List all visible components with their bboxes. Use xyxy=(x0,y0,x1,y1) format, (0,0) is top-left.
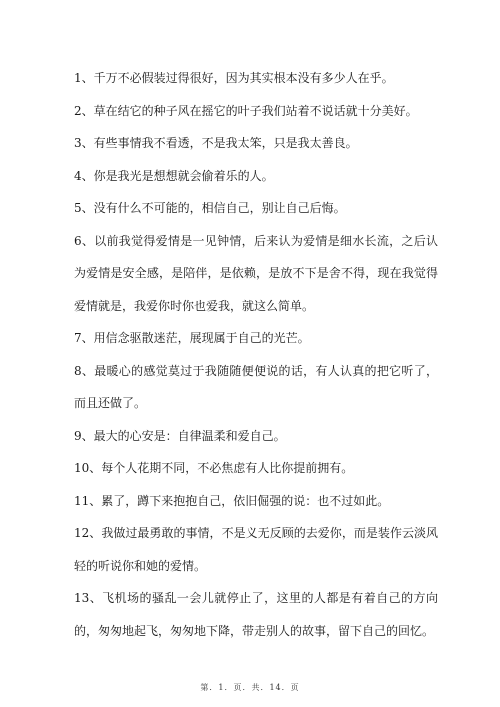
document-body xyxy=(74,62,438,647)
page-footer: 第．1．页．共．14．页 xyxy=(200,683,300,692)
paragraph-13: 13、飞机场的骚乱一会儿就停止了，这里的人都是有着自己的方向的，匆匆地起飞，匆匆地下降，带走别人的故事，留下自己的回忆。 xyxy=(74,591,438,638)
paragraph-7: 7、用信念驱散迷茫，展现属于自己的光芒。 xyxy=(74,331,310,345)
paragraph-6: 6、以前我觉得爱情是一见钟情，后来认为爱情是细水长流，之后认为爱情是安全感，是陪伴，是依赖，是放不下是舍不得，现在我觉得爱情就是，我爱你时你也爱我，就这么简单。 xyxy=(74,233,438,313)
paragraph-8: 8、最暖心的感觉莫过于我随随便便说的话，有人认真的把它听了，而且还做了。 xyxy=(74,363,438,410)
paragraph-12: 12、我做过最勇敢的事情，不是义无反顾的去爱你，而是装作云淡风轻的听说你和她的爱情。 xyxy=(74,526,438,573)
paragraph-3: 3、有些事情我不看透，不是我太笨，只是我太善良。 xyxy=(74,136,358,150)
paragraph-1: 1、千万不必假装过得很好，因为其实根本没有多少人在乎。 xyxy=(74,71,394,85)
paragraph-9: 9、最大的心安是：自律温柔和爱自己。 xyxy=(74,428,286,443)
paragraph-2: 2、草在结它的种子风在摇它的叶子我们站着不说话就十分美好。 xyxy=(74,103,418,118)
paragraph-4: 4、你是我光是想想就会偷着乐的人。 xyxy=(74,168,274,183)
paragraph-5: 5、没有什么不可能的，相信自己，别让自己后悔。 xyxy=(74,201,346,215)
paragraph-10: 10、每个人花期不同，不必焦虑有人比你提前拥有。 xyxy=(74,461,354,475)
paragraph-11: 11、累了，蹲下来抱抱自己，依旧倔强的说：也不过如此。 xyxy=(74,493,390,508)
